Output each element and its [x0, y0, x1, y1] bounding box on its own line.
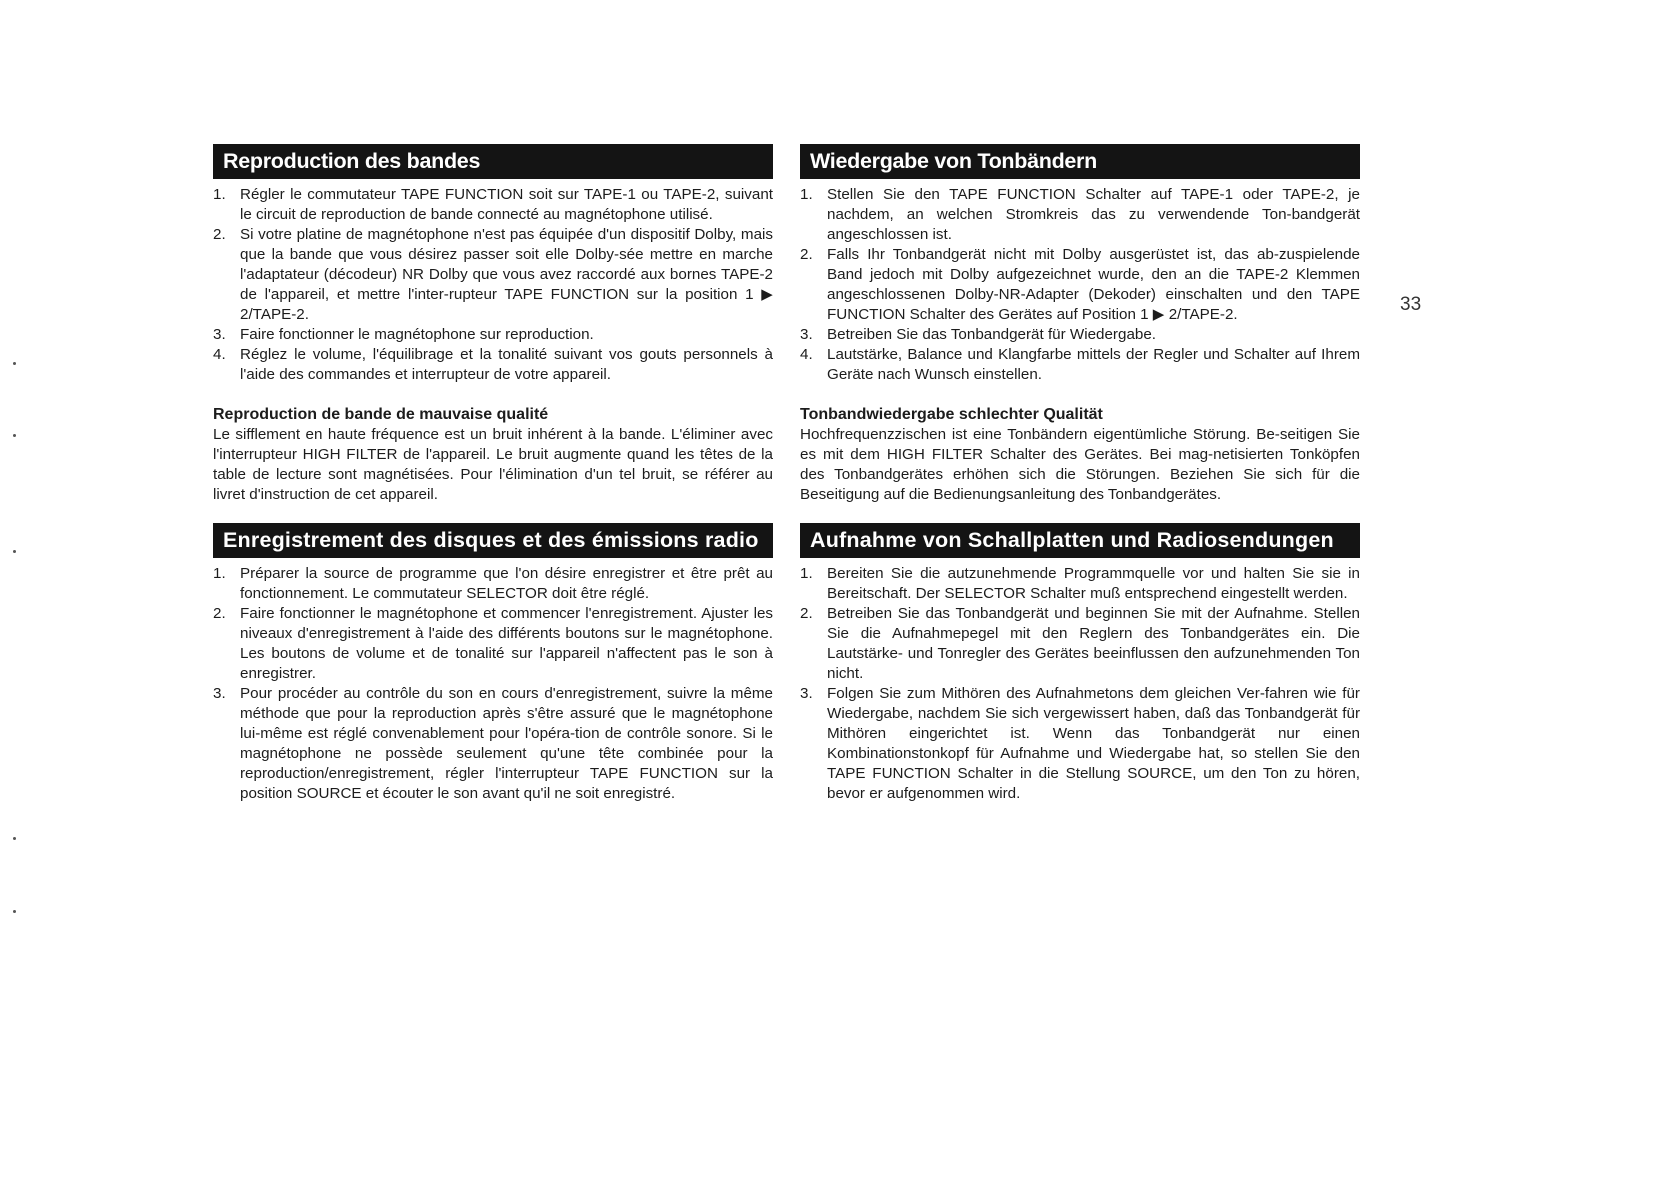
- subsection-text-bad-quality: Le sifflement en haute fréquence est un bruit inhérent à la bande. L'éliminer avec l'interrupteur HIGH FILTER de l'appareil. Le bruit augmente quand les têtes de la table de lecture sont magnétisées. Pour l'élimination d'un tel bruit, se référer au livret d'instruction de cet appareil.: [213, 426, 773, 503]
- section-title-reproduction: Reproduction des bandes: [213, 144, 773, 179]
- section-title-wiedergabe: Wiedergabe von Tonbändern: [800, 144, 1360, 179]
- item-text: Bereiten Sie die autzunehmende Programmquelle vor und halten Sie sie in Bereitschaft. Der SELECTOR Schalter muß entsprechend eingestellt werden.: [827, 565, 1360, 602]
- item-text: Falls Ihr Tonbandgerät nicht mit Dolby ausgerüstet ist, das ab-zuspielende Band jedoch mit Dolby aufgezeichnet wurde, den an die TAPE-2 Klemmen angeschlossenen Dolby-NR-Adapter (Dekoder) einschalten und den TAPE FUNCTION Schalter des Gerätes auf Position 1 ▶ 2/TAPE-2.: [827, 246, 1360, 323]
- item-number: 4.: [213, 346, 226, 363]
- list-item: [213, 185, 773, 225]
- list-item: [213, 225, 773, 325]
- item-text: Betreiben Sie das Tonbandgerät und beginnen Sie mit der Aufnahme. Stellen Sie die Aufnahmepegel mit den Reglern des Tonbandgerätes ein. Die Lautstärke- und Tonregler des Gerätes beeinflussen den aufzunehmenden Ton nicht.: [827, 605, 1360, 682]
- reproduction-steps: [213, 185, 773, 385]
- item-number: 2.: [800, 246, 813, 263]
- scan-speck: [13, 837, 16, 840]
- recording-steps: [213, 564, 773, 804]
- list-item: [800, 604, 1360, 684]
- french-column: [213, 144, 773, 804]
- list-item: [800, 564, 1360, 604]
- scan-speck: [13, 550, 16, 553]
- list-item: [800, 684, 1360, 804]
- wiedergabe-steps: [800, 185, 1360, 385]
- item-text: Lautstärke, Balance und Klangfarbe mittels der Regler und Schalter auf Ihrem Geräte nach Wunsch einstellen.: [827, 346, 1360, 383]
- list-item: [213, 325, 773, 345]
- list-item: [800, 245, 1360, 325]
- list-item: [213, 604, 773, 684]
- subsection-title-schlechte-qualitaet: Tonbandwiedergabe schlechter Qualität: [800, 406, 1103, 423]
- item-text: Pour procéder au contrôle du son en cours d'enregistrement, suivre la même méthode que pour la reproduction après s'être assuré que le magnétophone lui-même est réglé convenablement pour l'opéra-tion de contrôle sonore. Si le magnétophone ne possède seulement qu'une tête combinée pour la reproduction/enregistrement, régler l'interrupteur TAPE FUNCTION sur la position SOURCE et écouter le son avant qu'il ne soit enregistré.: [240, 685, 773, 802]
- subsection-title-bad-quality: Reproduction de bande de mauvaise qualité: [213, 406, 549, 423]
- item-text: Préparer la source de programme que l'on désire enregistrer et être prêt au fonctionnement. Le commutateur SELECTOR doit être réglé.: [240, 565, 773, 602]
- list-item: [213, 345, 773, 385]
- item-text: Régler le commutateur TAPE FUNCTION soit sur TAPE-1 ou TAPE-2, suivant le circuit de reproduction de bande connecté au magnétophone utilisé.: [240, 186, 773, 223]
- scan-speck: [13, 910, 16, 913]
- item-number: 1.: [800, 565, 813, 582]
- list-item: [800, 325, 1360, 345]
- item-text: Stellen Sie den TAPE FUNCTION Schalter auf TAPE-1 oder TAPE-2, je nachdem, an welchen Stromkreis das zu verwendende Ton-bandgerät angeschlossen ist.: [827, 186, 1360, 243]
- list-item: [800, 345, 1360, 385]
- item-number: 2.: [213, 226, 226, 243]
- item-number: 1.: [800, 186, 813, 203]
- item-number: 3.: [213, 685, 226, 702]
- list-item: [213, 684, 773, 804]
- section-title-aufnahme: Aufnahme von Schallplatten und Radiosendungen: [800, 523, 1360, 558]
- subsection-text-schlechte-qualitaet: Hochfrequenzzischen ist eine Tonbändern eigentümliche Störung. Be-seitigen Sie es mit dem HIGH FILTER Schalter des Gerätes. Bei mag-netisierten Tonköpfen des Tonbandgerätes erhöhen sich die Störungen. Beziehen Sie sich für die Beseitigung auf die Bedienungsanleitung des Tonbandgerätes.: [800, 426, 1360, 503]
- item-text: Réglez le volume, l'équilibrage et la tonalité suivant vos gouts personnels à l'aide des commandes et interrupteur de votre appareil.: [240, 346, 773, 383]
- aufnahme-steps: [800, 564, 1360, 804]
- item-number: 2.: [800, 605, 813, 622]
- item-number: 4.: [800, 346, 813, 363]
- item-text: Faire fonctionner le magnétophone et commencer l'enregistrement. Ajuster les niveaux d'enregistrement à l'aide des différents boutons sur le magnétophone. Les boutons de volume et de tonalité sur l'appareil n'affectent pas le son à enregistrer.: [240, 605, 773, 682]
- item-number: 2.: [213, 605, 226, 622]
- list-item: [213, 564, 773, 604]
- scan-speck: [13, 434, 16, 437]
- spacer: [213, 505, 773, 523]
- item-number: 3.: [213, 326, 226, 343]
- item-number: 1.: [213, 186, 226, 203]
- scan-speck: [13, 362, 16, 365]
- item-number: 3.: [800, 685, 813, 702]
- item-text: Betreiben Sie das Tonbandgerät für Wiedergabe.: [827, 326, 1156, 343]
- section-title-recording: Enregistrement des disques et des émissions radio: [213, 523, 773, 558]
- list-item: [800, 185, 1360, 245]
- page-number: 33: [1400, 294, 1422, 315]
- item-text: Si votre platine de magnétophone n'est pas équipée d'un dispositif Dolby, mais que la bande que vous désirez passer soit elle Dolby-sée mettre en marche l'adaptateur (décodeur) NR Dolby que vous avez raccordé aux bornes TAPE-2 de l'appareil, et mettre l'inter-rupteur TAPE FUNCTION sur la position 1 ▶ 2/TAPE-2.: [240, 226, 773, 323]
- item-number: 3.: [800, 326, 813, 343]
- item-number: 1.: [213, 565, 226, 582]
- german-column: [800, 144, 1360, 804]
- spacer: [800, 505, 1360, 523]
- item-text: Folgen Sie zum Mithören des Aufnahmetons dem gleichen Ver-fahren wie für Wiedergabe, nachdem Sie sich vergewissert haben, daß das Tonbandgerät für Mithören eingerichtet ist. Wenn das Tonbandgerät nur einen Kombinationstonkopf für Aufnahme und Wiedergabe hat, so stellen Sie den TAPE FUNCTION Schalter in die Stellung SOURCE, um den Ton zu hören, bevor er aufgenommen wird.: [827, 685, 1360, 802]
- item-text: Faire fonctionner le magnétophone sur reproduction.: [240, 326, 594, 343]
